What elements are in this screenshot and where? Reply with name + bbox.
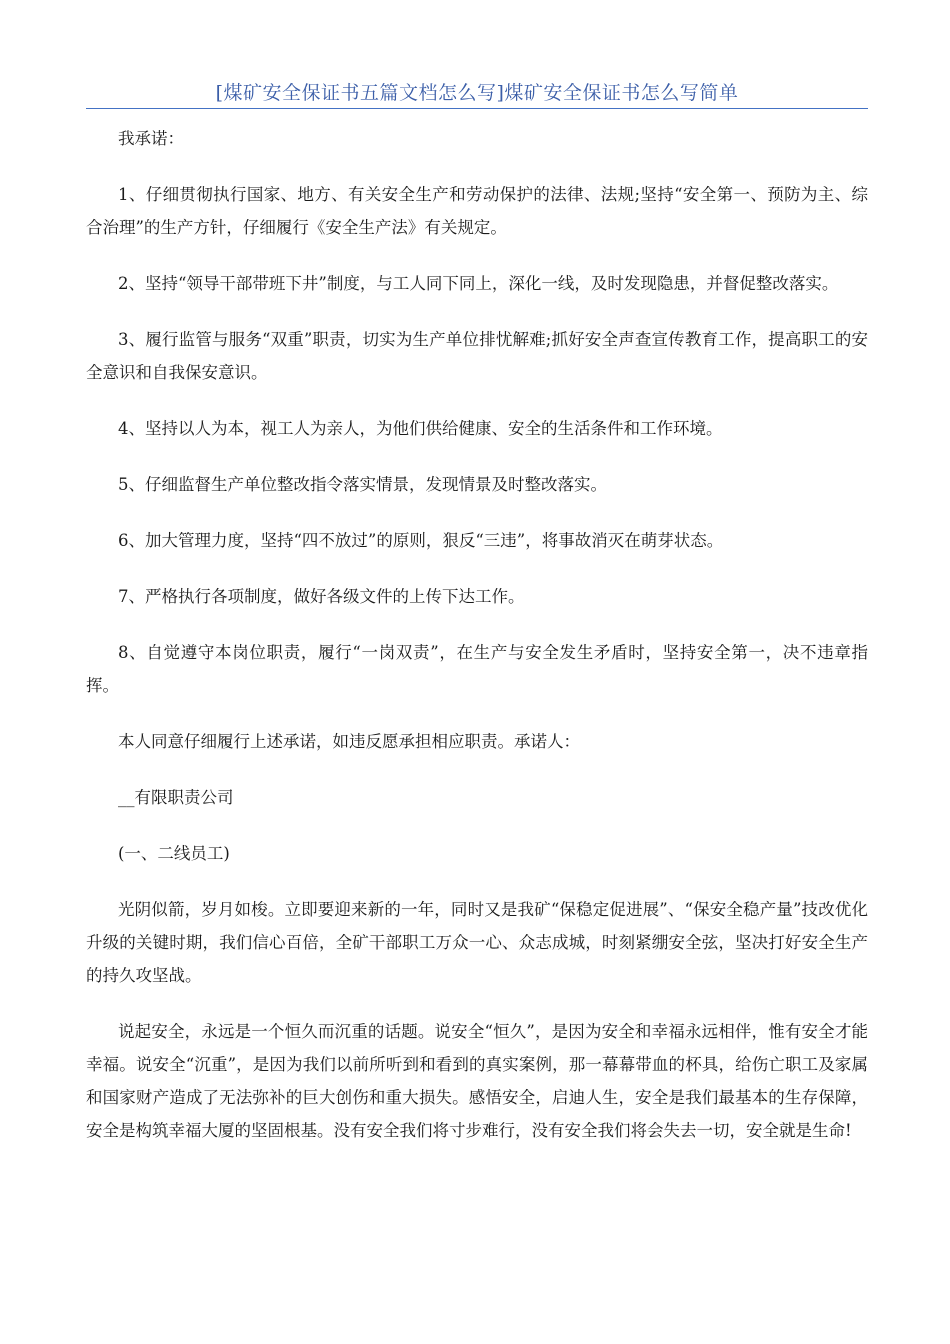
pledge-item-5: 5、仔细监督生产单位整改指令落实情景，发现情景及时整改落实。 bbox=[118, 475, 607, 494]
section-heading: (一、二线员工) bbox=[118, 844, 230, 863]
body-paragraph: 说起安全，永远是一个恒久而沉重的话题。说安全“恒久”，是因为安全和幸福永远相伴，惟有安全才能幸福。说安全“沉重”，是因为我们以前所听到和看到的真实案例，那一幕幕带血的杯具，给伤亡职工及家属和国家财产造成了无法弥补的巨大创伤和重大损失。感悟安全，启迪人生，安全是我们最基本的生存保障，安全是构筑幸福大厦的坚固根基。没有安全我们将寸步难行，没有安全我们将会失去一切，安全就是生命! bbox=[86, 1022, 868, 1140]
pledge-item-3: 3、履行监管与服务“双重”职责，切实为生产单位排忧解难;抓好安全声查宣传教育工作，提高职工的安全意识和自我保安意识。 bbox=[86, 330, 868, 382]
pledge-item-8: 8、自觉遵守本岗位职责，履行“一岗双责”，在生产与安全发生矛盾时，坚持安全第一，决不违章指挥。 bbox=[86, 643, 868, 695]
company-line: __有限职责公司 bbox=[118, 788, 234, 807]
pledge-item-6: 6、加大管理力度，坚持“四不放过”的原则，狠反“三违”，将事故消灭在萌芽状态。 bbox=[118, 531, 724, 550]
document-body bbox=[86, 122, 868, 1170]
pledge-item-1: 1、仔细贯彻执行国家、地方、有关安全生产和劳动保护的法律、法规;坚持“安全第一、预防为主、综合治理”的生产方针，仔细履行《安全生产法》有关规定。 bbox=[86, 185, 868, 237]
intro-paragraph: 我承诺： bbox=[118, 129, 184, 148]
document-title: [煤矿安全保证书五篇文档怎么写]煤矿安全保证书怎么写简单 bbox=[215, 82, 739, 104]
page-header bbox=[86, 78, 868, 109]
body-paragraph: 光阴似箭，岁月如梭。立即要迎来新的一年，同时又是我矿“保稳定促进展”、“保安全稳产量”技改优化升级的关键时期，我们信心百倍，全矿干部职工万众一心、众志成城，时刻紧绷安全弦，坚决打好安全生产的持久攻坚战。 bbox=[86, 900, 868, 985]
pledge-item-2: 2、坚持“领导干部带班下井”制度，与工人同下同上，深化一线，及时发现隐患，并督促整改落实。 bbox=[118, 274, 839, 293]
pledge-item-4: 4、坚持以人为本，视工人为亲人，为他们供给健康、安全的生活条件和工作环境。 bbox=[118, 419, 723, 438]
signature-line: 本人同意仔细履行上述承诺，如违反愿承担相应职责。承诺人： bbox=[118, 732, 580, 751]
pledge-item-7: 7、严格执行各项制度，做好各级文件的上传下达工作。 bbox=[118, 587, 525, 606]
